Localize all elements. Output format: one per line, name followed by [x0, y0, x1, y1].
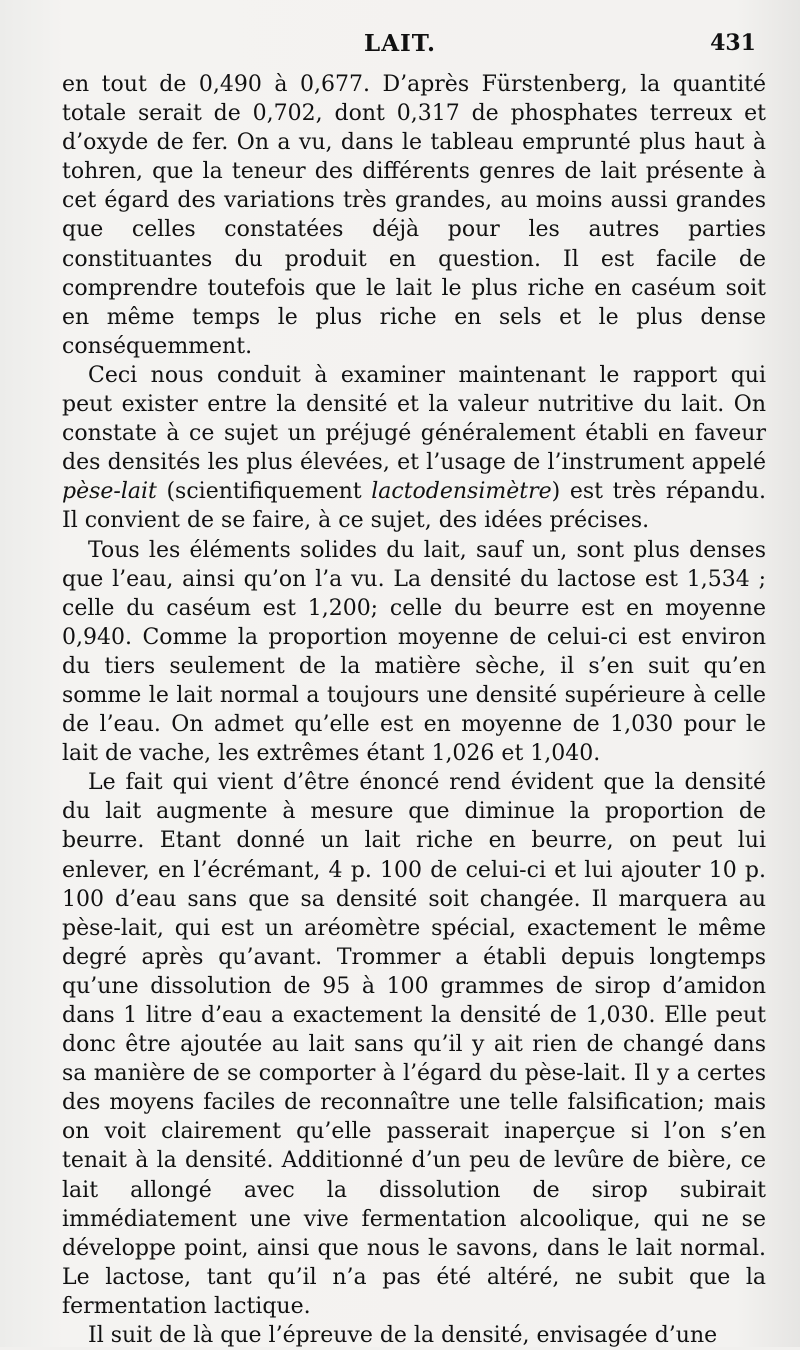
- term-lactodensimetre: lactodensimètre: [371, 479, 552, 505]
- running-title: LAIT.: [364, 30, 436, 57]
- page-number: 431: [710, 30, 756, 56]
- paragraph-text-before: Ceci nous conduit à examiner maintenant le rapport qui peut exister entre la densité et la valeur nutritive du lait. On constate à ce sujet un préjugé généralement établi en faveur des densités les plus élevées, et l’usage de l’instrument appelé: [62, 362, 766, 476]
- term-pese-lait: pèse-lait: [62, 479, 157, 505]
- paragraph-continuation: en tout de 0,490 à 0,677. D’après Fürstenberg, la quantité totale serait de 0,702, dont 0,317 de phosphates terreux et d’oxyde de fer. On a vu, dans le tableau emprunté plus haut à tohren, que la teneur des différents genres de lait présente à cet égard des variations très grandes, au moins aussi grandes que celles constatées déjà pour les autres parties constituantes du produit en question. Il est facile de comprendre toutefois que le lait le plus riche en caséum soit en même temps le plus riche en sels et le plus dense conséquemment.: [62, 72, 766, 359]
- running-head: [0, 30, 800, 60]
- paragraph-density-nutrition: [62, 361, 766, 536]
- paragraph-density-butter: Le fait qui vient d’être énoncé rend évident que la densité du lait augmente à mesure que diminue la proportion de beurre. Etant donné un lait riche en beurre, on peut lui enlever, en l’écrémant, 4 p. 100 de celui-ci et lui ajouter 10 p. 100 d’eau sans que sa densité soit changée. Il marquera au pèse-lait, qui est un aréomètre spécial, exactement le même degré après qu’avant. Trommer a établi depuis longtemps qu’une dissolution de 95 à 100 grammes de sirop d’amidon dans 1 litre d’eau a exactement la densité de 1,030. Elle peut donc être ajoutée au lait sans qu’il y ait rien de changé dans sa manière de se comporter à l’égard du pèse-lait. Il y a certes des moyens faciles de reconnaître une telle falsification; mais on voit clairement qu’elle passerait inaperçue si l’on s’en tenait à la densité. Additionné d’un peu de levûre de bière, ce lait allongé avec la dissolution de sirop subirait immédiatement une vive fermentation alcoolique, qui ne se développe point, ainsi que nous le savons, dans le lait normal. Le lactose, tant qu’il n’a pas été altéré, ne subit que la fermentation lactique.: [62, 770, 766, 1319]
- paragraph-text-after: ) est très répandu. Il convient de se faire, à ce sujet, des idées précises.: [62, 479, 766, 534]
- paragraph-text-middle: (scientifiquement: [156, 479, 372, 505]
- body-text: [62, 70, 766, 1350]
- paragraph-density-test: Il suit de là que l’épreuve de la densité, envisagée d’une: [88, 1323, 718, 1349]
- paragraph-solid-elements: Tous les éléments solides du lait, sauf un, sont plus denses que l’eau, ainsi qu’on l’a vu. La densité du lactose est 1,534 ; celle du caséum est 1,200; celle du beurre est en moyenne 0,940. Comme la proportion moyenne de celui-ci est environ du tiers seulement de la matière sèche, il s’en suit qu’en somme le lait normal a toujours une densité supérieure à celle de l’eau. On admet qu’elle est en moyenne de 1,030 pour le lait de vache, les extrêmes étant 1,026 et 1,040.: [62, 537, 766, 767]
